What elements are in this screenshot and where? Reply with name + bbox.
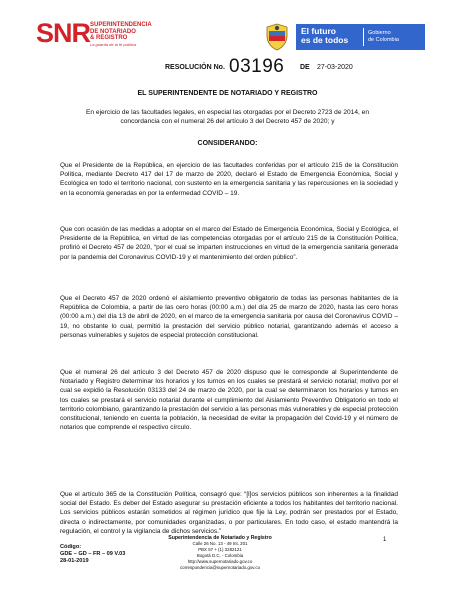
snr-logo-line-1: SUPERINTENDENCIA	[90, 22, 152, 28]
page-number: 1	[383, 537, 387, 543]
paragraph-3: Que el Decreto 457 de 2020 ordenó el aislamiento preventivo obligatorio de todas las personas habitantes de la República de Colombia, a partir de las cero horas (00:00 a.m.) del día 25 de marzo de 2020, hasta las cero horas (00:00 a.m.) del día 13 de abril de 2020, en el marco de la emergencia sanitaria por causa del Coronavirus COVID – 19, no obstante lo cual, permitió la prestación del servicio público notarial, garantizando además el acceso a personas vulnerables y sujetos de especial protección constitucional.	[60, 295, 398, 339]
resolution-date: 27-03-2020	[317, 64, 353, 71]
snr-logo-line-2: DE NOTARIADO	[90, 28, 136, 35]
paragraph-5: Que el artículo 365 de la Constitución Política, consagró que: “[l]os servicios públicos son inherentes a la finalidad social del Estado. Es deber del Estado asegurar su prestación eficiente a todos los habitantes del territorio nacional. Los servicios públicos estarán sometidos al régimen jurídico que fije la Ley, podrán ser prestados por el Estado, directa o indirectamente, por comunidades organizadas, o por particulares. En todo caso, el estado mantendrá la regulación, el control y la vigilancia de dichos servicios.”	[60, 491, 398, 535]
snr-logo	[36, 18, 186, 54]
gov-slogan	[301, 27, 348, 45]
snr-logo-text	[90, 22, 152, 42]
document-code-date: 28-01-2019	[60, 558, 89, 564]
footer-address: Calle 26 No. 13 - 49 Int. 201	[192, 541, 248, 546]
footer-city: Bogotá D.C. - Colombia	[196, 553, 244, 558]
footer-contact	[150, 535, 290, 571]
resolution-number: 03196	[229, 56, 285, 77]
gov-divider	[363, 28, 364, 46]
footer-website-link[interactable]: http://www.supernotariado.gov.co	[187, 559, 253, 564]
snr-logo-line-3: & REGISTRO	[90, 35, 128, 41]
document-code-value: GDE – GD – FR – 09 V.03	[60, 551, 126, 557]
gov-name-line-2: de Colombia	[368, 36, 399, 43]
gov-name	[368, 30, 399, 43]
gov-banner	[296, 24, 425, 50]
colombia-coat-of-arms-icon	[262, 22, 292, 52]
footer-phone: PBX 57 + (1) 3282121	[198, 547, 242, 552]
paragraph-1: Que el Presidente de la República, en ejercicio de las facultades conferidas por el artículo 215 de la Constitución Política, mediante Decreto 417 del 17 de marzo de 2020, declaró el Estado de Emergencia Económica, Social y Ecológica en todo el territorio nacional, con sustento en la emergencia sanitaria y las repercusiones en la sociedad y en la economía generadas en por la enfermedad COVID – 19.	[60, 162, 398, 197]
paragraph-4: Que el numeral 26 del artículo 3 del Decreto 457 de 2020 dispuso que le corresponde al Superintendente de Notariado y Registro determinar los horarios y los turnos en los cuales se prestará el servicio notarial; motivo por el cual se expidió la Resolución 03133 del 24 de marzo de 2020, por la cual se determinaron los horarios y turnos en los cuales se prestará el servicio notarial durante el cumplimiento del Aislamiento Preventivo Obligatorio en todo el territorio colombiano, garantizando la prestación del servicio a las personas más vulnerables y de especial protección constitucional, teniendo en cuenta la población, la necesidad de evitar la propagación del Covid-19 y el número de notarios que comprende el respectivo círculo.	[60, 369, 398, 432]
government-logo	[262, 22, 425, 52]
paragraph-2: Que con ocasión de las medidas a adoptar en el marco del Estado de Emergencia Económica, Social y Ecológica, el Presidente de la República, en virtud de las competencias otorgadas por el artículo 215 de la Constitución Política, profirió el Decreto 457 de 2020, “por el cual se imparten instrucciones en virtud de la emergencia sanitaria generada por la pandemia del Coronavirus COVID-19 y el mantenimiento del orden público”.	[60, 226, 398, 261]
resolution-label: RESOLUCIÓN No.	[165, 64, 225, 71]
considerando-heading: CONSIDERANDO:	[197, 140, 258, 147]
exercise-clause: En ejercicio de las facultades legales, en especial las otorgadas por el Decreto 2723 de 2014, en concordancia con el numeral 26 del artículo 3 del Decreto 457 de 2020; y	[86, 109, 369, 125]
resolution-header	[0, 56, 455, 78]
resolution-de: DE	[300, 64, 310, 71]
gov-slogan-line-2: es de todos	[301, 35, 349, 45]
document-code	[60, 544, 125, 565]
snr-logo-tagline: La guarda de la fe pública	[90, 42, 137, 47]
snr-logo-mark: SNR	[36, 18, 91, 48]
footer-email-link[interactable]: correspondencia@supernotariado.gov.co	[179, 565, 261, 570]
issuer-title: EL SUPERINTENDENTE DE NOTARIADO Y REGISTRO	[137, 90, 318, 97]
document-code-label: Código:	[60, 544, 82, 550]
footer-org: Superintendencia de Notariado y Registro	[168, 535, 272, 541]
gov-slogan-line-1: El futuro	[301, 26, 336, 36]
gov-name-line-1: Gobierno	[368, 30, 391, 36]
